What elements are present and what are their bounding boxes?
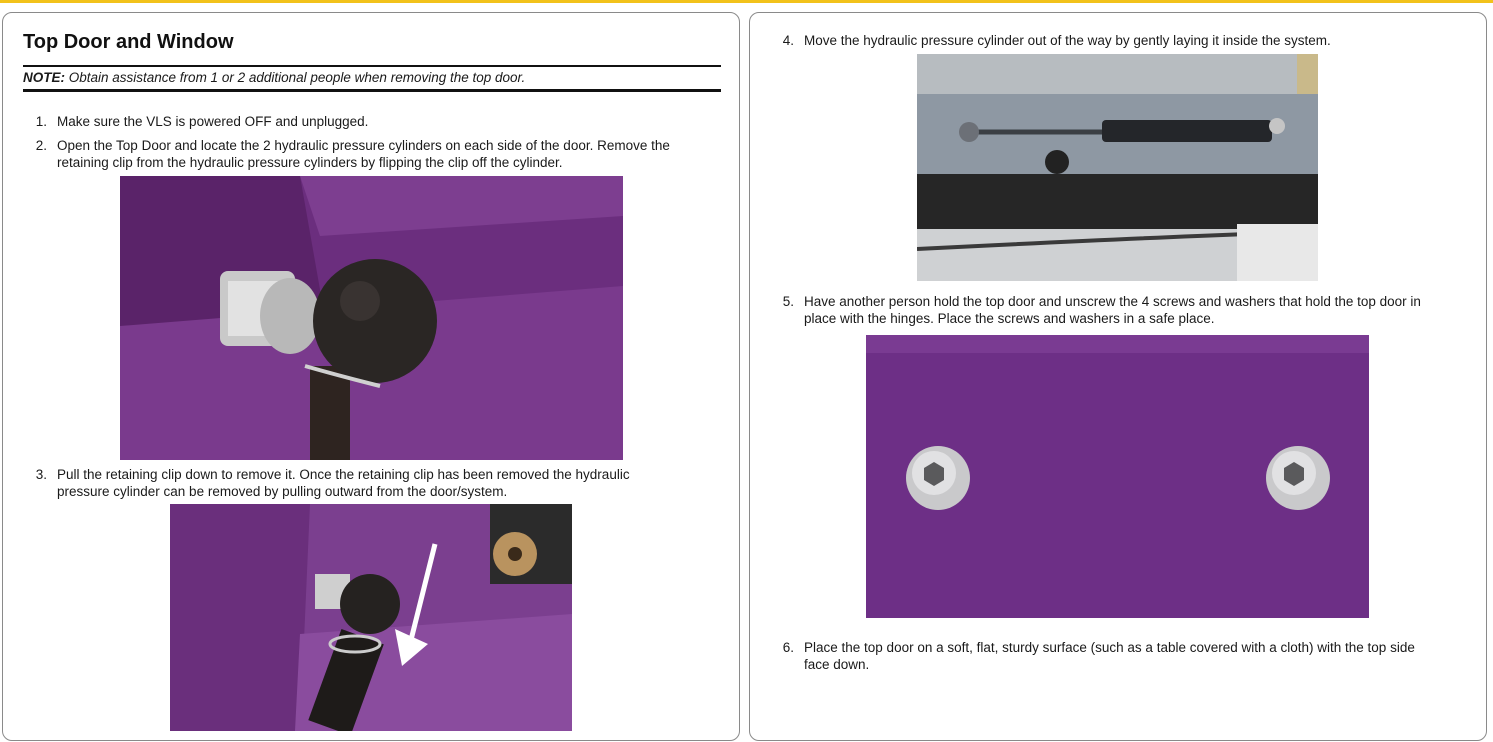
section-title: Top Door and Window: [23, 31, 234, 53]
step-2: [27, 137, 717, 171]
right-page-panel: [749, 12, 1487, 741]
step-number: 1.: [35, 114, 47, 129]
photo-clip-removal: [170, 504, 572, 731]
step-number: 5.: [782, 294, 794, 309]
step-text-line1: Have another person hold the top door and unscrew the 4 screws and washers that hold the top door in: [804, 294, 1421, 309]
step-text: Move the hydraulic pressure cylinder out of the way by gently laying it inside the system.: [804, 33, 1331, 48]
photo-ball-joint-clip: [120, 176, 623, 460]
step-text: Make sure the VLS is powered OFF and unplugged.: [57, 114, 369, 129]
step-text-line1: Pull the retaining clip down to remove it. Once the retaining clip has been removed the hydraulic: [57, 467, 630, 482]
left-page-panel: [2, 12, 740, 741]
step-5: [774, 293, 1474, 327]
photo-clip-removal-graphic: [170, 504, 572, 731]
step-text-line2: face down.: [804, 657, 870, 672]
step-text-line2: retaining clip from the hydraulic pressure cylinders by flipping the clip off the cylinder.: [57, 155, 563, 170]
step-number: 3.: [35, 467, 47, 482]
step-number: 6.: [782, 640, 794, 655]
step-text-line2: place with the hinges. Place the screws and washers in a safe place.: [804, 311, 1215, 326]
note-body: Obtain assistance from 1 or 2 additional people when removing the top door.: [65, 70, 526, 85]
title-rule: [23, 65, 721, 67]
note-label: NOTE:: [23, 70, 65, 85]
photo-ball-joint-clip-graphic: [120, 176, 623, 460]
step-text-line1: Place the top door on a soft, flat, sturdy surface (such as a table covered with a cloth) with the top side: [804, 640, 1415, 655]
photo-hinge-screws: [866, 335, 1369, 618]
photo-hinge-screws-graphic: [866, 335, 1369, 618]
note-text: [23, 70, 525, 85]
step-text-line2: pressure cylinder can be removed by pulling outward from the door/system.: [57, 484, 508, 499]
step-text-line1: Open the Top Door and locate the 2 hydraulic pressure cylinders on each side of the door. Remove the: [57, 138, 670, 153]
note-rule: [23, 89, 721, 92]
step-number: 4.: [782, 33, 794, 48]
step-3: [27, 466, 717, 500]
photo-cylinder-inside-graphic: [917, 54, 1318, 281]
photo-cylinder-inside: [917, 54, 1318, 281]
step-number: 2.: [35, 138, 47, 153]
step-6: [774, 639, 1474, 673]
top-accent-bar: [0, 0, 1493, 3]
